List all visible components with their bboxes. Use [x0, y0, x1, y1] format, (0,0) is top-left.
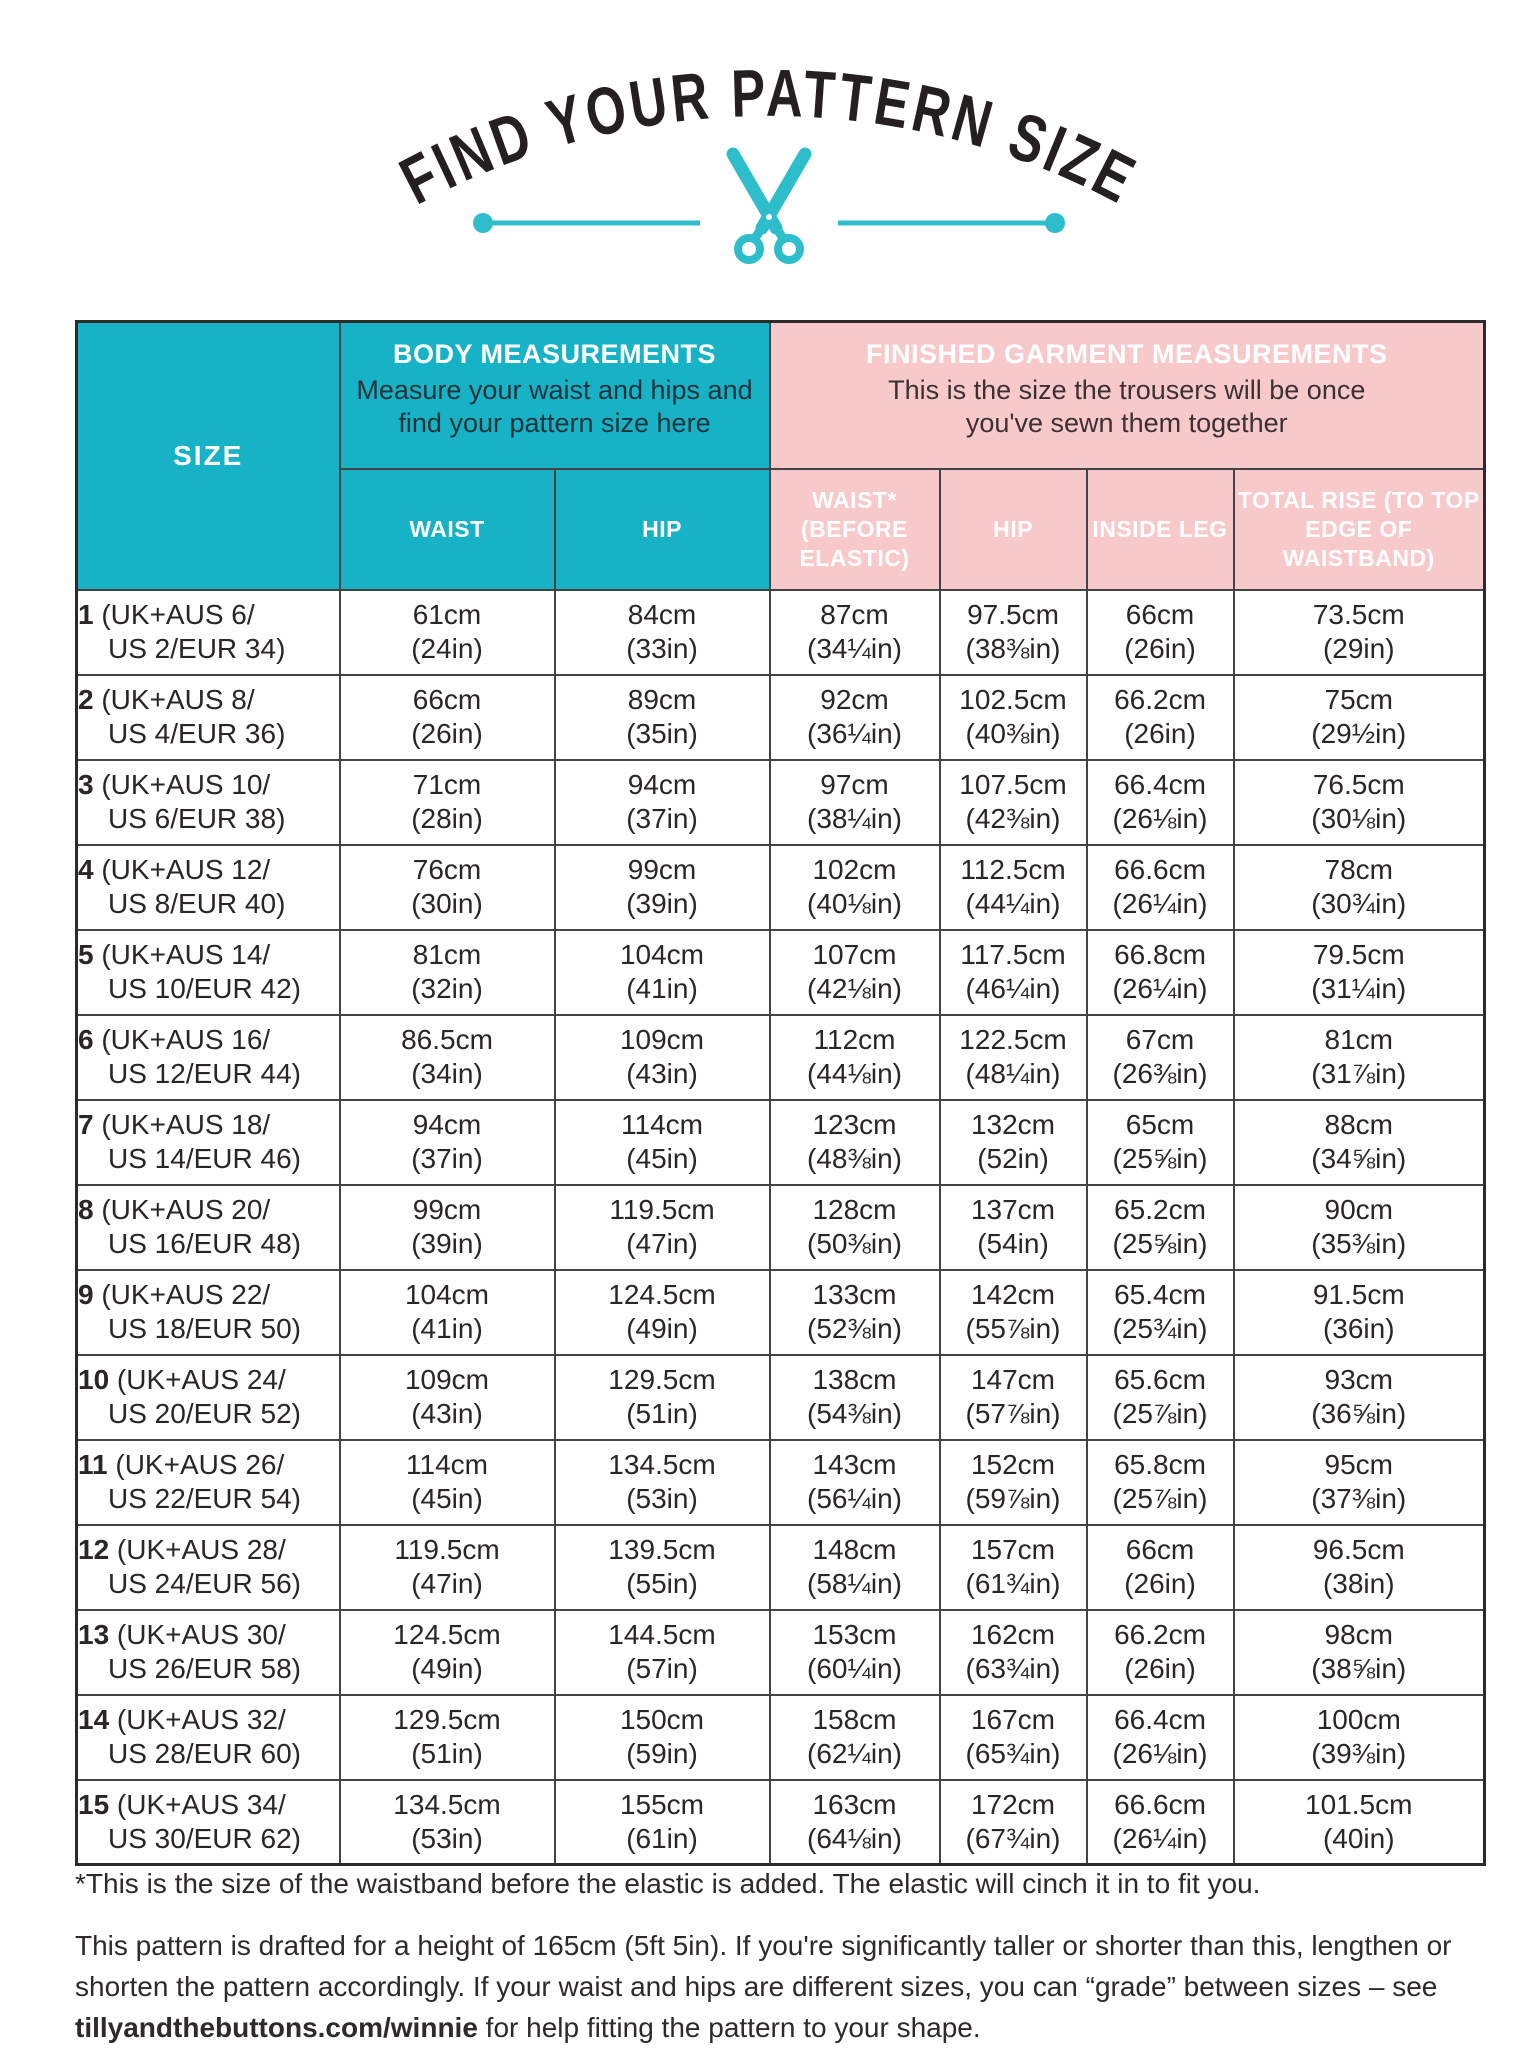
inside-leg-cell: 65.4cm (25¾in)	[1087, 1270, 1234, 1355]
divider-dot-right	[1045, 213, 1065, 233]
total-rise-cell: 76.5cm (30⅛in)	[1234, 760, 1485, 845]
garment-waist-cell: 87cm (34¼in)	[770, 590, 940, 675]
garment-waist-column-header: WAIST* (BEFORE ELASTIC)	[770, 469, 940, 590]
body-hip-cell: 144.5cm (57in)	[555, 1610, 770, 1695]
body-hip-column-header: HIP	[555, 469, 770, 590]
body-waist-cell: 124.5cm (49in)	[340, 1610, 555, 1695]
table-row	[77, 1270, 1485, 1355]
body-hip-cell: 109cm (43in)	[555, 1015, 770, 1100]
fit-note-text-after: for help fitting the pattern to your shape.	[477, 2012, 981, 2043]
body-hip-cell: 94cm (37in)	[555, 760, 770, 845]
body-measurements-title: BODY MEASUREMENTS	[392, 339, 717, 369]
body-hip-cell: 84cm (33in)	[555, 590, 770, 675]
size-label-cell: 3 (UK+AUS 10/ US 6/EUR 38)	[77, 760, 340, 845]
inside-leg-cell: 67cm (26⅜in)	[1087, 1015, 1234, 1100]
garment-measurements-header	[770, 322, 1485, 469]
garment-hip-cell: 172cm (67¾in)	[940, 1780, 1087, 1865]
inside-leg-cell: 66.4cm (26⅛in)	[1087, 1695, 1234, 1780]
body-waist-cell: 66cm (26in)	[340, 675, 555, 760]
body-waist-cell: 114cm (45in)	[340, 1440, 555, 1525]
page-title: FIND YOUR PATTERN SIZE	[388, 55, 1160, 225]
table-row	[77, 1440, 1485, 1525]
body-waist-column-header: WAIST	[340, 469, 555, 590]
waistband-footnote: *This is the size of the waistband before the elastic is added. The elastic will cinch it in to fit you.	[75, 1868, 1261, 1899]
inside-leg-cell: 66cm (26in)	[1087, 1525, 1234, 1610]
body-waist-cell: 109cm (43in)	[340, 1355, 555, 1440]
fit-note-text-before: This pattern is drafted for a height of 165cm (5ft 5in). If you're significantly taller or shorter than this, lengthen or shorten the pattern accordingly. If your waist and hips are different sizes, you can “grade” between sizes – see	[75, 1930, 1452, 2002]
size-label-cell: 7 (UK+AUS 18/ US 14/EUR 46)	[77, 1100, 340, 1185]
body-hip-cell: 114cm (45in)	[555, 1100, 770, 1185]
inside-leg-cell: 66.2cm (26in)	[1087, 675, 1234, 760]
garment-hip-cell: 107.5cm (42⅜in)	[940, 760, 1087, 845]
table-row	[77, 930, 1485, 1015]
size-label-cell: 15 (UK+AUS 34/ US 30/EUR 62)	[77, 1780, 340, 1865]
body-hip-cell: 124.5cm (49in)	[555, 1270, 770, 1355]
divider-dot-left	[473, 213, 493, 233]
garment-measurements-title: FINISHED GARMENT MEASUREMENTS	[866, 339, 1388, 369]
body-hip-cell: 155cm (61in)	[555, 1780, 770, 1865]
total-rise-cell: 90cm (35⅜in)	[1234, 1185, 1485, 1270]
size-label-cell: 6 (UK+AUS 16/ US 12/EUR 44)	[77, 1015, 340, 1100]
size-label-cell: 2 (UK+AUS 8/ US 4/EUR 36)	[77, 675, 340, 760]
garment-measurements-subtitle: This is the size the trousers will be once you've sewn them together	[888, 375, 1366, 438]
garment-hip-cell: 132cm (52in)	[940, 1100, 1087, 1185]
garment-waist-cell: 143cm (56¼in)	[770, 1440, 940, 1525]
table-row	[77, 1780, 1485, 1865]
body-hip-cell: 99cm (39in)	[555, 845, 770, 930]
body-hip-cell: 119.5cm (47in)	[555, 1185, 770, 1270]
inside-leg-cell: 66cm (26in)	[1087, 590, 1234, 675]
garment-waist-cell: 102cm (40⅛in)	[770, 845, 940, 930]
body-hip-cell: 134.5cm (53in)	[555, 1440, 770, 1525]
size-label-cell: 14 (UK+AUS 32/ US 28/EUR 60)	[77, 1695, 340, 1780]
body-waist-cell: 76cm (30in)	[340, 845, 555, 930]
table-row	[77, 1525, 1485, 1610]
garment-waist-cell: 107cm (42⅛in)	[770, 930, 940, 1015]
table-row	[77, 1185, 1485, 1270]
fit-note	[75, 1925, 1487, 2048]
garment-hip-cell: 122.5cm (48¼in)	[940, 1015, 1087, 1100]
size-label-cell: 8 (UK+AUS 20/ US 16/EUR 48)	[77, 1185, 340, 1270]
garment-hip-cell: 167cm (65¾in)	[940, 1695, 1087, 1780]
garment-waist-cell: 133cm (52⅜in)	[770, 1270, 940, 1355]
total-rise-cell: 95cm (37⅜in)	[1234, 1440, 1485, 1525]
table-row	[77, 1015, 1485, 1100]
table-row	[77, 1355, 1485, 1440]
body-waist-cell: 119.5cm (47in)	[340, 1525, 555, 1610]
garment-waist-cell: 153cm (60¼in)	[770, 1610, 940, 1695]
total-rise-cell: 75cm (29½in)	[1234, 675, 1485, 760]
garment-hip-cell: 142cm (55⅞in)	[940, 1270, 1087, 1355]
inside-leg-column-header: INSIDE LEG	[1087, 469, 1234, 590]
body-measurements-subtitle: Measure your waist and hips and find your pattern size here	[356, 375, 753, 438]
garment-hip-column-header: HIP	[940, 469, 1087, 590]
total-rise-cell: 78cm (30¾in)	[1234, 845, 1485, 930]
garment-waist-cell: 138cm (54⅜in)	[770, 1355, 940, 1440]
inside-leg-cell: 65.6cm (25⅞in)	[1087, 1355, 1234, 1440]
table-row	[77, 1695, 1485, 1780]
total-rise-cell: 88cm (34⅝in)	[1234, 1100, 1485, 1185]
size-table-wrap	[75, 320, 1483, 1866]
size-label-cell: 4 (UK+AUS 12/ US 8/EUR 40)	[77, 845, 340, 930]
table-row	[77, 590, 1485, 675]
scissors-icon	[733, 154, 805, 260]
body-waist-cell: 61cm (24in)	[340, 590, 555, 675]
inside-leg-cell: 65cm (25⅝in)	[1087, 1100, 1234, 1185]
garment-waist-cell: 128cm (50⅜in)	[770, 1185, 940, 1270]
title-banner	[0, 0, 1537, 300]
table-row	[77, 845, 1485, 930]
garment-waist-cell: 92cm (36¼in)	[770, 675, 940, 760]
body-waist-cell: 99cm (39in)	[340, 1185, 555, 1270]
body-hip-cell: 150cm (59in)	[555, 1695, 770, 1780]
total-rise-cell: 79.5cm (31¼in)	[1234, 930, 1485, 1015]
table-row	[77, 675, 1485, 760]
size-label-cell: 9 (UK+AUS 22/ US 18/EUR 50)	[77, 1270, 340, 1355]
inside-leg-cell: 66.2cm (26in)	[1087, 1610, 1234, 1695]
total-rise-cell: 91.5cm (36in)	[1234, 1270, 1485, 1355]
total-rise-cell: 100cm (39⅜in)	[1234, 1695, 1485, 1780]
body-waist-cell: 129.5cm (51in)	[340, 1695, 555, 1780]
garment-waist-cell: 163cm (64⅛in)	[770, 1780, 940, 1865]
garment-waist-cell: 148cm (58¼in)	[770, 1525, 940, 1610]
title-banner-svg	[0, 0, 1537, 300]
table-row	[77, 760, 1485, 845]
garment-waist-cell: 97cm (38¼in)	[770, 760, 940, 845]
garment-hip-cell: 97.5cm (38⅜in)	[940, 590, 1087, 675]
total-rise-cell: 98cm (38⅝in)	[1234, 1610, 1485, 1695]
fit-note-url: tillyandthebuttons.com/winnie	[75, 2012, 478, 2043]
table-row	[77, 1610, 1485, 1695]
total-rise-cell: 73.5cm (29in)	[1234, 590, 1485, 675]
garment-hip-cell: 157cm (61¾in)	[940, 1525, 1087, 1610]
body-hip-cell: 89cm (35in)	[555, 675, 770, 760]
garment-waist-cell: 112cm (44⅛in)	[770, 1015, 940, 1100]
body-hip-cell: 129.5cm (51in)	[555, 1355, 770, 1440]
body-hip-cell: 139.5cm (55in)	[555, 1525, 770, 1610]
total-rise-cell: 101.5cm (40in)	[1234, 1780, 1485, 1865]
body-hip-cell: 104cm (41in)	[555, 930, 770, 1015]
table-row	[77, 1100, 1485, 1185]
inside-leg-cell: 65.8cm (25⅞in)	[1087, 1440, 1234, 1525]
size-label-cell: 13 (UK+AUS 30/ US 26/EUR 58)	[77, 1610, 340, 1695]
inside-leg-cell: 66.8cm (26¼in)	[1087, 930, 1234, 1015]
body-waist-cell: 134.5cm (53in)	[340, 1780, 555, 1865]
size-label-cell: 1 (UK+AUS 6/ US 2/EUR 34)	[77, 590, 340, 675]
body-waist-cell: 94cm (37in)	[340, 1100, 555, 1185]
inside-leg-cell: 66.6cm (26¼in)	[1087, 845, 1234, 930]
total-rise-cell: 96.5cm (38in)	[1234, 1525, 1485, 1610]
garment-waist-cell: 158cm (62¼in)	[770, 1695, 940, 1780]
garment-hip-cell: 137cm (54in)	[940, 1185, 1087, 1270]
size-label-cell: 11 (UK+AUS 26/ US 22/EUR 54)	[77, 1440, 340, 1525]
total-rise-cell: 93cm (36⅝in)	[1234, 1355, 1485, 1440]
size-table	[75, 320, 1486, 1866]
garment-waist-cell: 123cm (48⅜in)	[770, 1100, 940, 1185]
garment-hip-cell: 102.5cm (40⅜in)	[940, 675, 1087, 760]
garment-hip-cell: 147cm (57⅞in)	[940, 1355, 1087, 1440]
total-rise-column-header: TOTAL RISE (TO TOP EDGE OF WAISTBAND)	[1234, 469, 1485, 590]
size-label-cell: 5 (UK+AUS 14/ US 10/EUR 42)	[77, 930, 340, 1015]
body-waist-cell: 104cm (41in)	[340, 1270, 555, 1355]
size-column-header: SIZE	[77, 322, 340, 590]
size-label-cell: 10 (UK+AUS 24/ US 20/EUR 52)	[77, 1355, 340, 1440]
inside-leg-cell: 65.2cm (25⅝in)	[1087, 1185, 1234, 1270]
garment-hip-cell: 152cm (59⅞in)	[940, 1440, 1087, 1525]
garment-hip-cell: 112.5cm (44¼in)	[940, 845, 1087, 930]
body-measurements-header	[340, 322, 770, 469]
garment-hip-cell: 117.5cm (46¼in)	[940, 930, 1087, 1015]
body-waist-cell: 86.5cm (34in)	[340, 1015, 555, 1100]
body-waist-cell: 81cm (32in)	[340, 930, 555, 1015]
body-waist-cell: 71cm (28in)	[340, 760, 555, 845]
inside-leg-cell: 66.4cm (26⅛in)	[1087, 760, 1234, 845]
size-table-body	[77, 590, 1485, 1865]
garment-hip-cell: 162cm (63¾in)	[940, 1610, 1087, 1695]
inside-leg-cell: 66.6cm (26¼in)	[1087, 1780, 1234, 1865]
size-label-cell: 12 (UK+AUS 28/ US 24/EUR 56)	[77, 1525, 340, 1610]
total-rise-cell: 81cm (31⅞in)	[1234, 1015, 1485, 1100]
